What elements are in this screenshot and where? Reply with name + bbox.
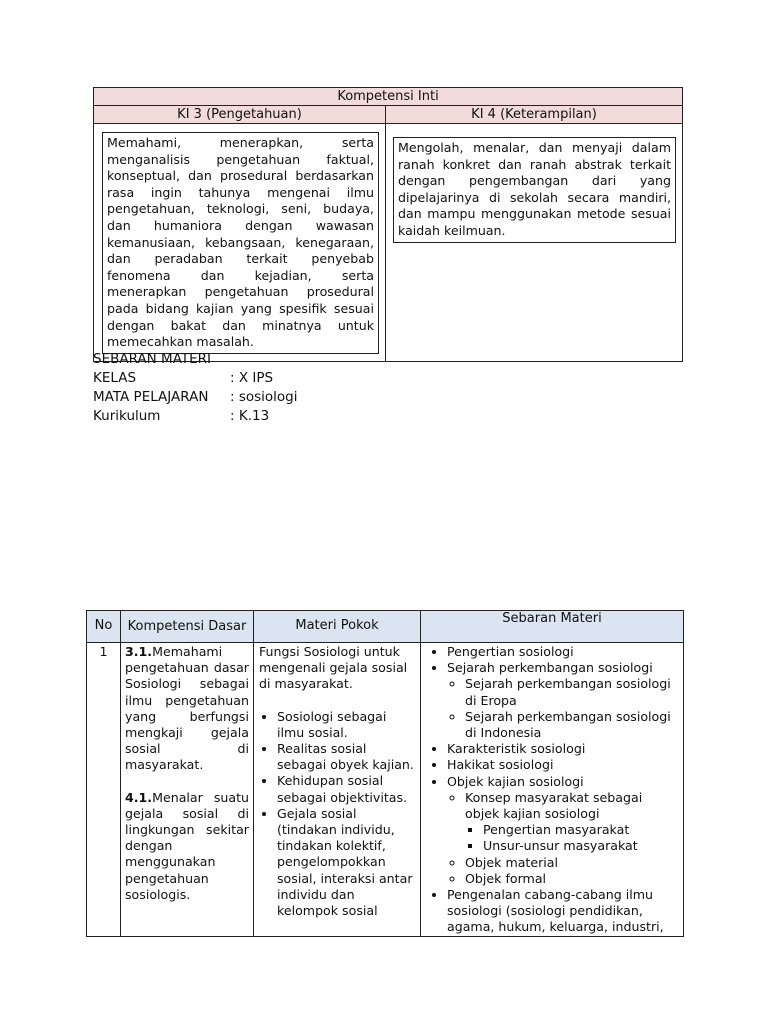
- list-item: ▪ Pengertian masyarakat: [483, 822, 679, 838]
- kd-4-1-text: Menalar suatu gejala sosial di lingkungan sekitar dengan menggunakan pengetahuan sosiologis.: [125, 789, 249, 902]
- kompetensi-dasar-cell: [121, 643, 254, 937]
- kelas-label: KELAS: [93, 370, 137, 386]
- row-number: 1: [87, 643, 121, 937]
- list-item: [465, 790, 679, 855]
- konsep-sublist: [465, 822, 679, 854]
- ki3-text: Memahami, menerapkan, serta menganalisis pengetahuan faktual, konseptual, dan prosedural berdasarkan rasa ingin tahunya mengenai ilmu pengetahuan, teknologi, seni, budaya, dan humaniora dengan wawasan kemanusiaan, kebangsaan, kenegaraan, dan peradaban terkait penyebab fenomena dan kejadian, serta menerapkan pengetahuan prosedural pada bidang kajian yang spesifik sesuai dengan bakat dan minatnya untuk memecahkan masalah.: [102, 132, 379, 354]
- ki4-cell: [386, 124, 683, 362]
- ki4-header: KI 4 (Keterampilan): [386, 106, 683, 124]
- mapel-label: MATA PELAJARAN: [93, 389, 209, 405]
- list-item: [447, 660, 679, 741]
- header-no: No: [87, 611, 121, 643]
- header-sm: Sebaran Materi: [421, 611, 684, 643]
- meta-kelas: [93, 369, 298, 388]
- list-item: ◦ Sejarah perkembangan sosiologi di Indonesia: [465, 709, 679, 741]
- document-meta: [93, 350, 298, 426]
- header-mp: Materi Pokok: [254, 611, 421, 643]
- ki3-cell: [94, 124, 386, 362]
- meta-heading: SEBARAN MATERI: [93, 351, 212, 367]
- kurikulum-value: : K.13: [230, 408, 270, 424]
- list-item: ◦ Objek formal: [465, 871, 679, 887]
- ki3-header: KI 3 (Pengetahuan): [94, 106, 386, 124]
- kompetensi-inti-table: [93, 87, 683, 362]
- header-kd: Kompetensi Dasar: [121, 611, 254, 643]
- list-item: ◦ Objek material: [465, 855, 679, 871]
- list-item: • Pengenalan cabang-cabang ilmu sosiologi (sosiologi pendidikan, agama, hukum, keluarga, industri,: [447, 887, 679, 936]
- sebaran-materi-cell: [421, 643, 684, 937]
- kd-3-1-text: Memahami pengetahuan dasar Sosiologi sebagai ilmu pengetahuan yang berfungsi mengkaji gejala sosial di masyarakat.: [125, 644, 249, 773]
- meta-kurikulum: [93, 407, 298, 426]
- list-item: • Hakikat sosiologi: [447, 757, 679, 773]
- list-item: • Sosiologi sebagai ilmu sosial.: [277, 709, 414, 741]
- kurikulum-label: Kurikulum: [93, 408, 161, 424]
- table-row: [87, 643, 684, 937]
- kd-4-1-number: 4.1.: [125, 789, 153, 805]
- list-item: • Realitas sosial sebagai obyek kajian.: [277, 741, 414, 773]
- materi-pokok-cell: [254, 643, 421, 937]
- list-item: ▪ Unsur-unsur masyarakat: [483, 838, 679, 854]
- sejarah-sublist: [447, 676, 679, 741]
- list-item: [447, 774, 679, 887]
- kd-3-1: [125, 644, 249, 774]
- list-item: ◦ Sejarah perkembangan sosiologi di Eropa: [465, 676, 679, 708]
- sejarah-label: Sejarah perkembangan sosiologi: [447, 660, 653, 676]
- sebaran-materi-list: [429, 644, 679, 936]
- kd-4-1: [125, 790, 249, 903]
- mapel-value: : sosiologi: [230, 389, 298, 405]
- kompetensi-inti-title: Kompetensi Inti: [94, 88, 683, 106]
- list-item: • Pengertian sosiologi: [447, 644, 679, 660]
- sebaran-materi-table: [86, 610, 684, 937]
- meta-mapel: [93, 388, 298, 407]
- kelas-value: : X IPS: [230, 370, 274, 386]
- materi-pokok-list: [259, 709, 414, 920]
- ki4-text: Mengolah, menalar, dan menyaji dalam ranah konkret dan ranah abstrak terkait dengan pengembangan dari yang dipelajarinya di sekolah secara mandiri, dan mampu menggunakan metode sesuai kaidah keilmuan.: [393, 137, 676, 243]
- table-header-row: [87, 611, 684, 643]
- konsep-label: Konsep masyarakat sebagai objek kajian sosiologi: [465, 789, 643, 822]
- list-item: • Gejala sosial (tindakan individu, tindakan kolektif, pengelompokkan sosial, interaksi antar individu dan kelompok sosial: [277, 806, 414, 919]
- list-item: • Kehidupan sosial sebagai objektivitas.: [277, 773, 414, 805]
- list-item: • Karakteristik sosiologi: [447, 741, 679, 757]
- materi-pokok-intro: Fungsi Sosiologi untuk mengenali gejala sosial di masyarakat.: [259, 644, 408, 692]
- objek-label: Objek kajian sosiologi: [447, 773, 584, 789]
- kd-3-1-number: 3.1.: [125, 644, 153, 659]
- objek-sublist: [447, 790, 679, 887]
